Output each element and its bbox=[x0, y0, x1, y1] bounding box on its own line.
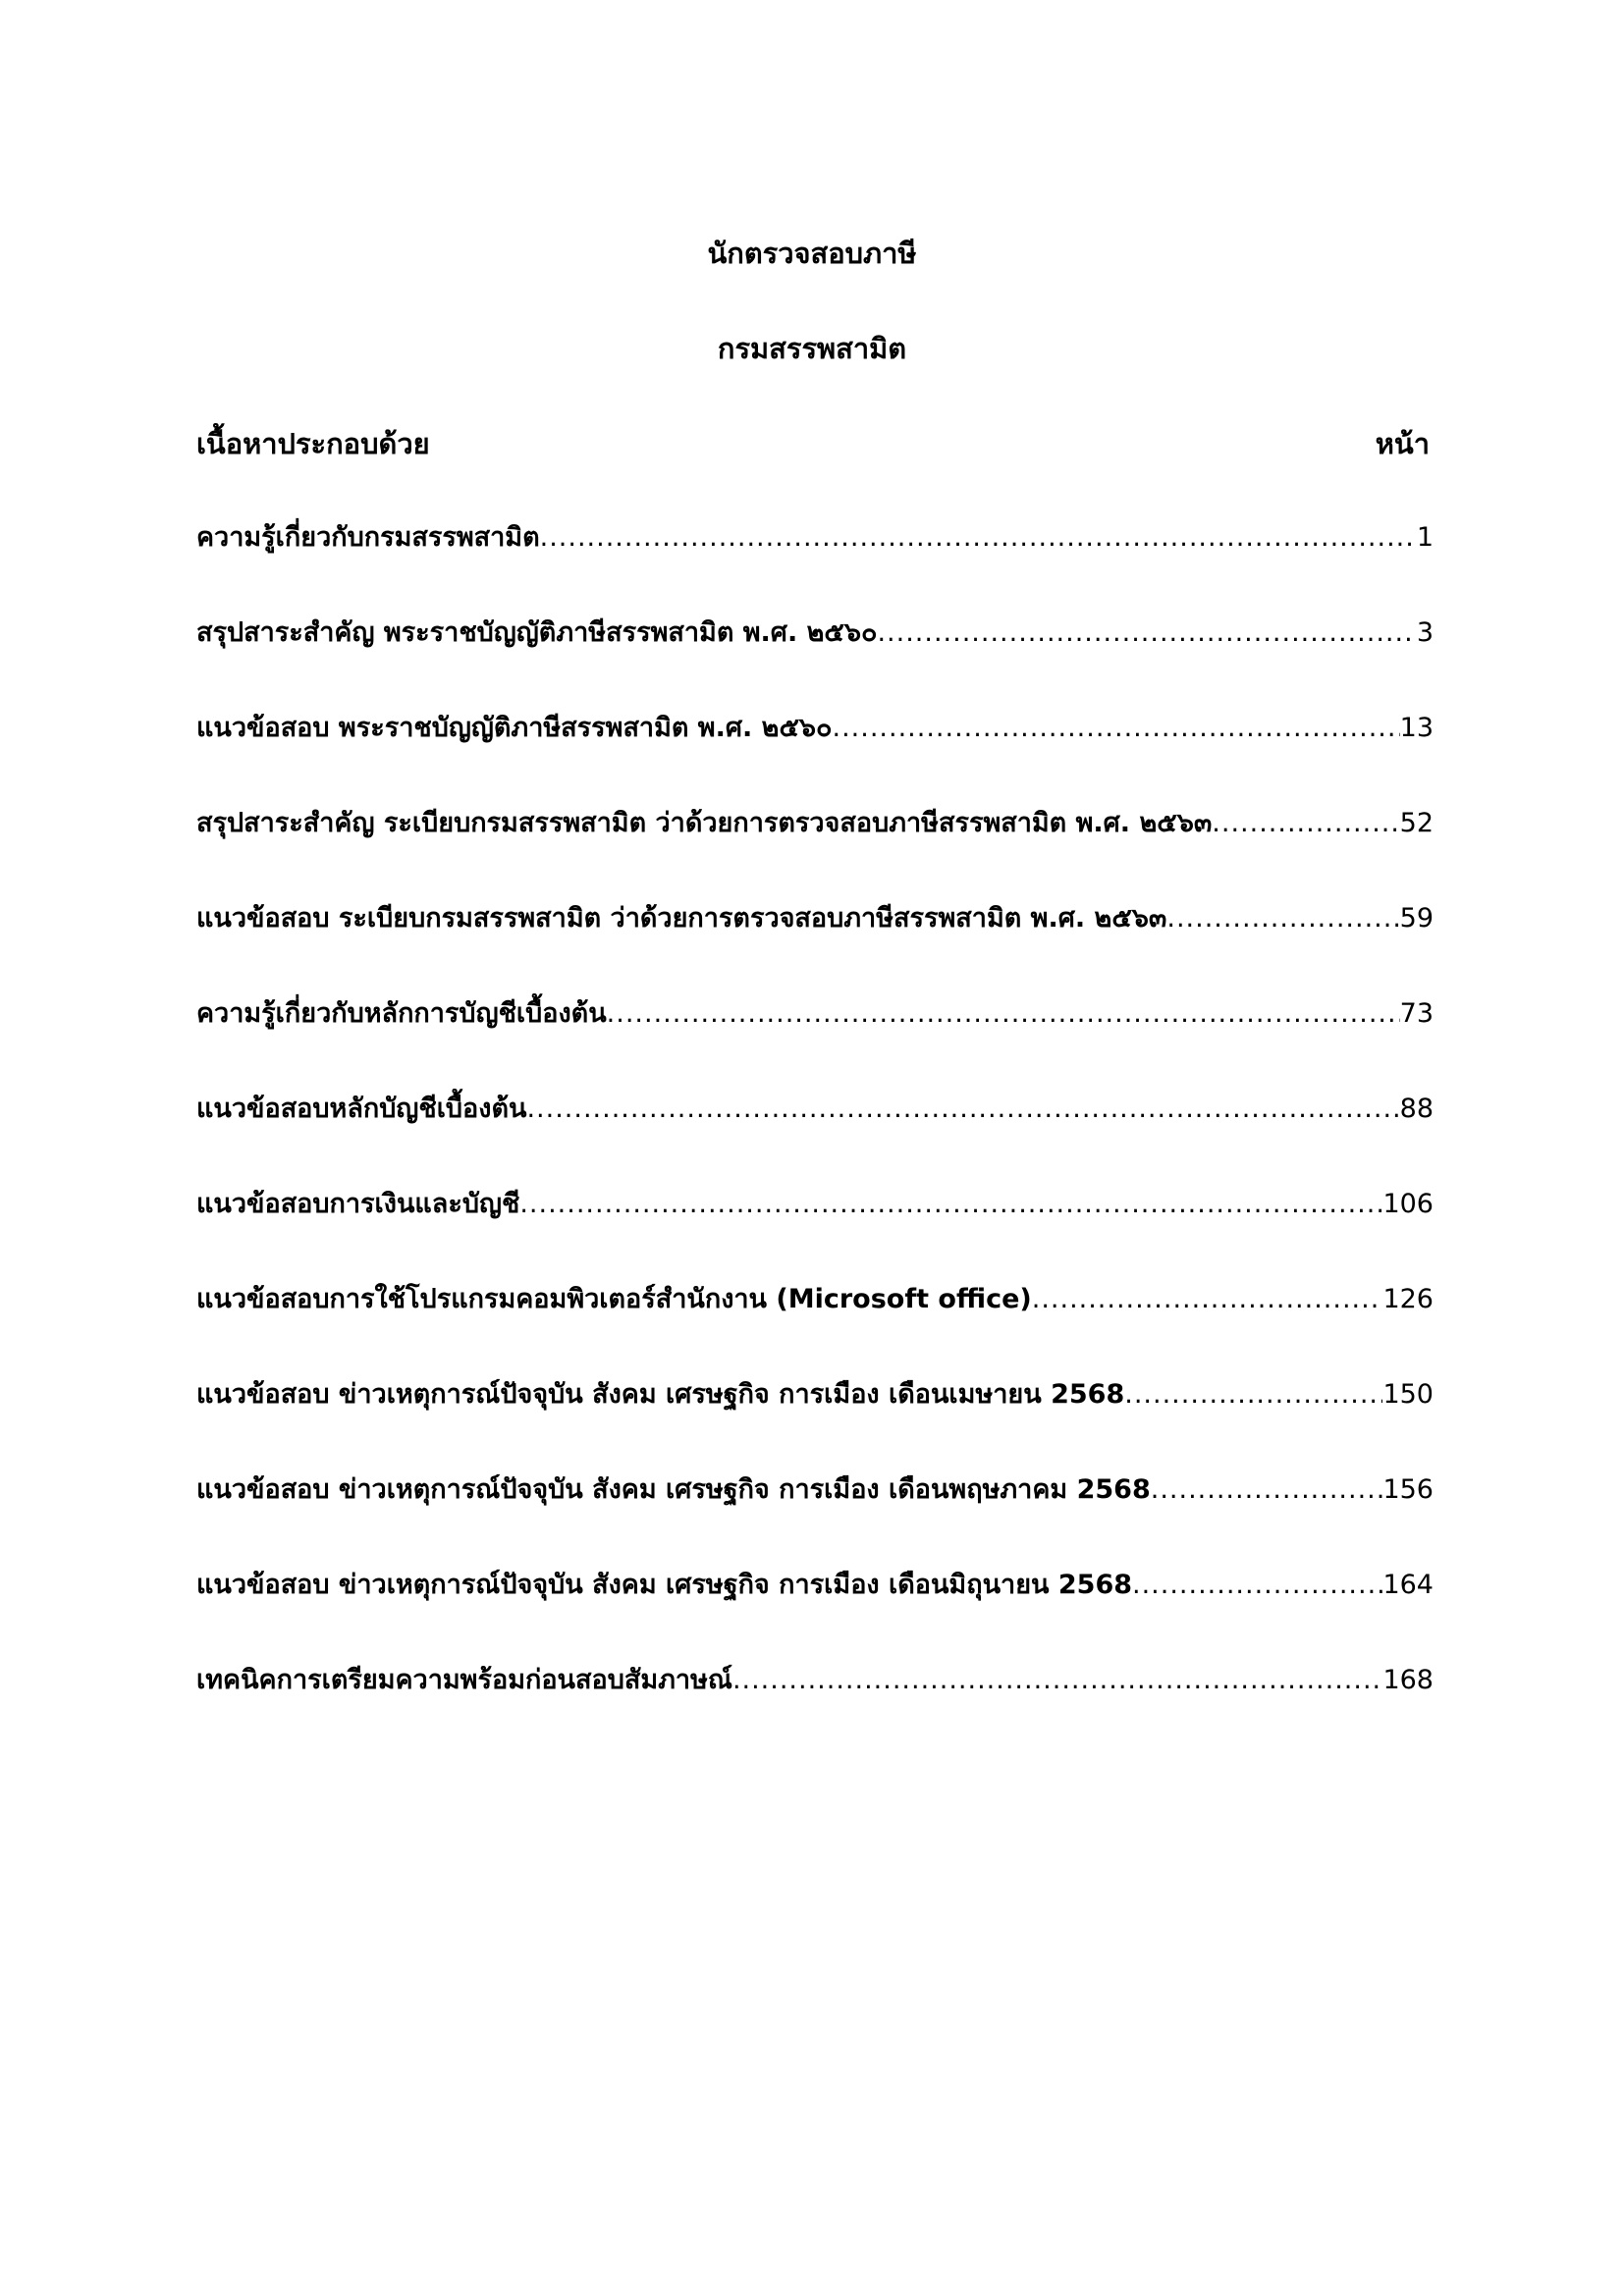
toc-entry bbox=[196, 518, 1434, 614]
toc-header bbox=[196, 424, 1430, 463]
toc-entry-title: แนวข้อสอบการเงินและบัญชี bbox=[196, 1189, 520, 1219]
toc-entry-page: 88 bbox=[1399, 1094, 1434, 1124]
toc-entry bbox=[196, 1185, 1434, 1280]
toc-entry bbox=[196, 1661, 1434, 1756]
toc-entry-page: 126 bbox=[1382, 1284, 1434, 1314]
toc-entry bbox=[196, 994, 1434, 1090]
toc-entry-page: 52 bbox=[1399, 808, 1434, 838]
toc-entry bbox=[196, 804, 1434, 899]
page-column-label: หน้า bbox=[1375, 427, 1430, 460]
toc-leader-dots bbox=[1032, 1280, 1383, 1319]
toc-entry bbox=[196, 1280, 1434, 1375]
toc-entry bbox=[196, 1566, 1434, 1661]
toc-entry bbox=[196, 1090, 1434, 1185]
toc-entry-page: 3 bbox=[1416, 617, 1434, 648]
toc-entry-page: 1 bbox=[1416, 522, 1434, 553]
toc-leader-dots bbox=[877, 614, 1414, 653]
toc-entry-title: แนวข้อสอบหลักบัญชีเบื้องต้น bbox=[196, 1094, 527, 1124]
toc-leader-dots bbox=[1132, 1566, 1382, 1605]
toc-entry-page: 13 bbox=[1399, 713, 1434, 743]
toc-entry-page: 73 bbox=[1399, 998, 1434, 1029]
contents-label: เนื้อหาประกอบด้วย bbox=[196, 427, 430, 460]
toc-entry-title: เทคนิคการเตรียมความพร้อมก่อนสอบสัมภาษณ์ bbox=[196, 1665, 732, 1695]
toc-leader-dots bbox=[526, 1090, 1399, 1129]
toc-leader-dots bbox=[1166, 899, 1399, 938]
toc-entry-title: แนวข้อสอบ ระเบียบกรมสรรพสามิต ว่าด้วยการตรวจสอบภาษีสรรพสามิต พ.ศ. ๒๕๖๓ bbox=[196, 903, 1167, 934]
toc-entry bbox=[196, 899, 1434, 994]
toc-entry-title: แนวข้อสอบ ข่าวเหตุการณ์ปัจจุบัน สังคม เศรษฐกิจ การเมือง เดือนเมษายน 2568 bbox=[196, 1379, 1125, 1410]
toc-entry-title: ความรู้เกี่ยวกับหลักการบัญชีเบื้องต้น bbox=[196, 998, 607, 1029]
toc-leader-dots bbox=[732, 1661, 1383, 1700]
toc-entry bbox=[196, 709, 1434, 804]
toc-leader-dots bbox=[607, 994, 1400, 1034]
toc-leader-dots bbox=[833, 709, 1400, 748]
toc-leader-dots bbox=[1212, 804, 1399, 843]
table-of-contents bbox=[196, 518, 1434, 1756]
toc-entry bbox=[196, 1470, 1434, 1566]
toc-entry-title: แนวข้อสอบการใช้โปรแกรมคอมพิวเตอร์สำนักงาน (Microsoft office) bbox=[196, 1284, 1032, 1314]
toc-leader-dots bbox=[1151, 1470, 1383, 1510]
toc-leader-dots bbox=[540, 518, 1414, 558]
toc-leader-dots bbox=[519, 1185, 1382, 1224]
document-title: นักตรวจสอบภาษี bbox=[707, 237, 917, 270]
toc-entry-page: 168 bbox=[1382, 1665, 1434, 1695]
toc-entry-title: ความรู้เกี่ยวกับกรมสรรพสามิต bbox=[196, 522, 540, 553]
toc-entry bbox=[196, 1375, 1434, 1470]
toc-entry-page: 150 bbox=[1382, 1379, 1434, 1410]
toc-entry-title: แนวข้อสอบ พระราชบัญญัติภาษีสรรพสามิต พ.ศ. ๒๕๖๐ bbox=[196, 713, 833, 743]
toc-entry-title: สรุปสาระสำคัญ พระราชบัญญัติภาษีสรรพสามิต พ.ศ. ๒๕๖๐ bbox=[196, 617, 878, 648]
toc-entry-page: 164 bbox=[1382, 1570, 1434, 1600]
toc-entry bbox=[196, 614, 1434, 709]
toc-leader-dots bbox=[1124, 1375, 1382, 1415]
toc-entry-page: 59 bbox=[1399, 903, 1434, 934]
toc-entry-title: สรุปสาระสำคัญ ระเบียบกรมสรรพสามิต ว่าด้วยการตรวจสอบภาษีสรรพสามิต พ.ศ. ๒๕๖๓ bbox=[196, 808, 1213, 838]
toc-entry-page: 106 bbox=[1382, 1189, 1434, 1219]
toc-entry-title: แนวข้อสอบ ข่าวเหตุการณ์ปัจจุบัน สังคม เศรษฐกิจ การเมือง เดือนมิถุนายน 2568 bbox=[196, 1570, 1133, 1600]
toc-entry-page: 156 bbox=[1382, 1474, 1434, 1505]
toc-entry-title: แนวข้อสอบ ข่าวเหตุการณ์ปัจจุบัน สังคม เศรษฐกิจ การเมือง เดือนพฤษภาคม 2568 bbox=[196, 1474, 1151, 1505]
document-subtitle: กรมสรรพสามิต bbox=[717, 332, 907, 365]
